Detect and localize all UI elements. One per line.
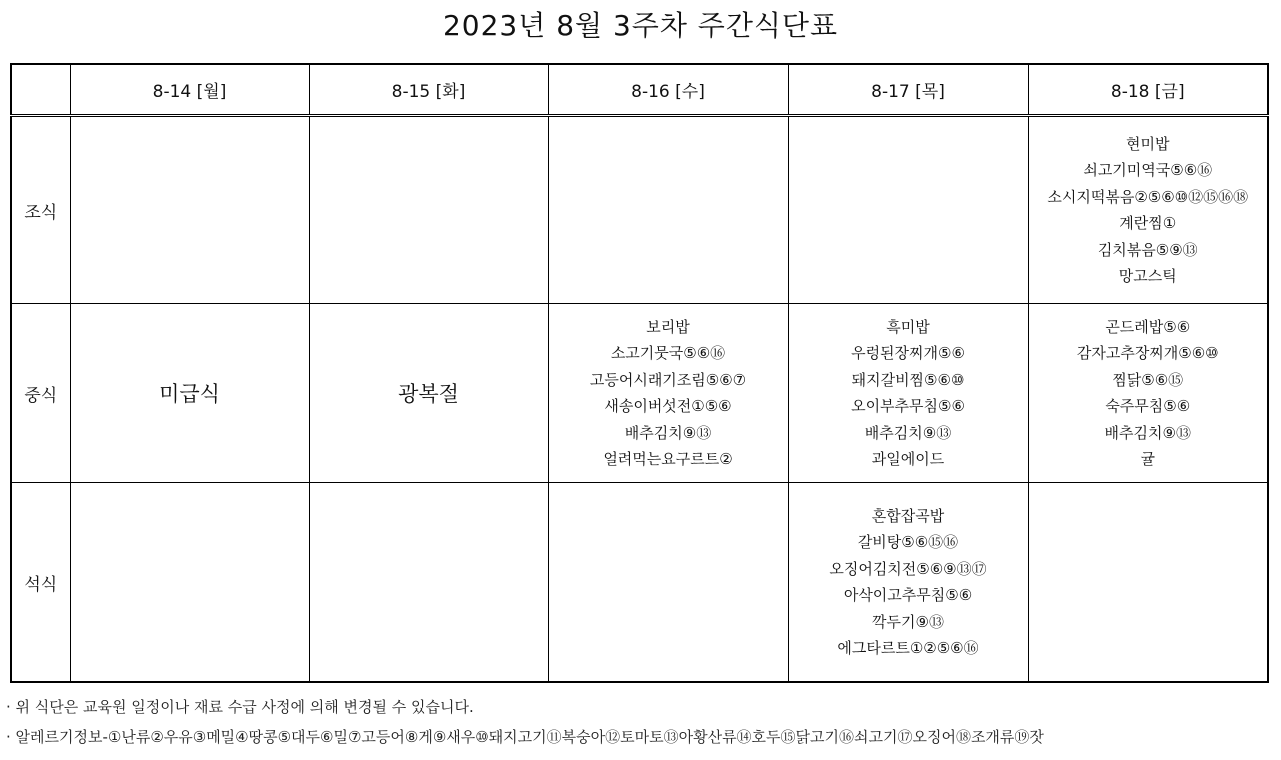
menu-cell: [309, 116, 548, 304]
menu-item: 깍두기⑨⑬: [872, 612, 944, 631]
menu-list: [789, 314, 1028, 473]
menu-cell: [1028, 483, 1268, 683]
no-meal-note: 미급식: [159, 382, 220, 406]
menu-item: 귤: [1140, 450, 1155, 468]
menu-list: [789, 503, 1028, 662]
menu-item: 배추김치⑨⑬: [1104, 423, 1191, 442]
menu-item: 혼합잡곡밥: [871, 506, 945, 525]
weekly-menu-table: [10, 63, 1269, 683]
menu-item: 얼려먹는요구르트②: [603, 450, 733, 468]
menu-item: 배추김치⑨⑬: [864, 423, 952, 442]
menu-item: 흑미밥: [886, 317, 930, 336]
menu-item: 에그타르트①②⑤⑥⑯: [837, 639, 979, 657]
menu-cell: [1028, 116, 1268, 304]
menu-cell: [548, 304, 788, 483]
menu-item: 우렁된장찌개⑤⑥: [851, 344, 965, 362]
breakfast-row: [11, 116, 1268, 304]
menu-cell: [548, 483, 788, 683]
menu-item: 곤드레밥⑤⑥: [1105, 317, 1191, 336]
menu-item: 찜닭⑤⑥⑮: [1112, 370, 1184, 389]
menu-cell: [788, 304, 1028, 483]
menu-item: 돼지갈비찜⑤⑥⑩: [851, 370, 965, 389]
menu-item: 아삭이고추무침⑤⑥: [843, 586, 973, 604]
lunch-row: [11, 304, 1268, 483]
menu-cell: [70, 483, 309, 683]
allergy-info: · 알레르기정보-①난류②우유③메밀④땅콩⑤대두⑥밀⑦고등어⑧게⑨새우⑩돼지고기⑪복숭아⑫토마토⑬아황산류⑭호두⑮닭고기⑯쇠고기⑰오징어⑱조개류⑲잣: [6, 728, 1044, 746]
menu-item: 쇠고기미역국⑤⑥⑯: [1083, 161, 1213, 179]
menu-item: 새송이버섯전①⑤⑥: [604, 397, 732, 415]
menu-cell: [548, 116, 788, 304]
menu-item: 김치볶음⑤⑨⑬: [1097, 240, 1198, 259]
meal-label-lunch: 중식: [11, 304, 70, 483]
menu-list: [1029, 131, 1268, 290]
day-header: 8-15 [화]: [309, 64, 548, 116]
menu-item: 숙주무침⑤⑥: [1105, 397, 1191, 415]
menu-cell: [70, 116, 309, 304]
meal-label-dinner: 석식: [11, 483, 70, 683]
menu-item: 망고스틱: [1118, 267, 1177, 285]
footnotes: [6, 692, 1276, 752]
day-header: 8-14 [월]: [70, 64, 309, 116]
menu-cell: [1028, 304, 1268, 483]
menu-cell: [70, 304, 309, 483]
menu-item: 과일에이드: [871, 450, 945, 468]
corner-cell: [11, 64, 70, 116]
header-row: [11, 64, 1268, 116]
dinner-row: [11, 483, 1268, 683]
page-title: 2023년 8월 3주차 주간식단표: [442, 9, 839, 42]
menu-cell: [788, 116, 1028, 304]
day-header: 8-18 [금]: [1028, 64, 1268, 116]
day-header: 8-17 [목]: [788, 64, 1028, 116]
menu-cell: [309, 304, 548, 483]
menu-item: 소고기뭇국⑤⑥⑯: [610, 344, 726, 362]
holiday-note: 광복절: [398, 382, 459, 406]
menu-item: 배추김치⑨⑬: [624, 423, 712, 442]
menu-list: [549, 314, 788, 473]
menu-item: 고등어시래기조림⑤⑥⑦: [589, 370, 747, 389]
menu-item: 갈비탕⑤⑥⑮⑯: [857, 533, 959, 551]
menu-item: 감자고추장찌개⑤⑥⑩: [1076, 344, 1219, 362]
menu-item: 계란찜①: [1119, 214, 1177, 232]
meal-label-breakfast: 조식: [11, 116, 70, 304]
menu-item: 오이부추무침⑤⑥: [851, 397, 965, 415]
menu-cell: [788, 483, 1028, 683]
menu-item: 보리밥: [646, 317, 690, 336]
menu-item: 소시지떡볶음②⑤⑥⑩⑫⑮⑯⑱: [1047, 187, 1249, 206]
change-notice: · 위 식단은 교육원 일정이나 재료 수급 사정에 의해 변경될 수 있습니다.: [6, 698, 474, 716]
menu-item: 현미밥: [1126, 134, 1170, 153]
menu-list: [1029, 314, 1268, 473]
day-header: 8-16 [수]: [548, 64, 788, 116]
menu-item: 오징어김치전⑤⑥⑨⑬⑰: [829, 559, 987, 578]
menu-cell: [309, 483, 548, 683]
